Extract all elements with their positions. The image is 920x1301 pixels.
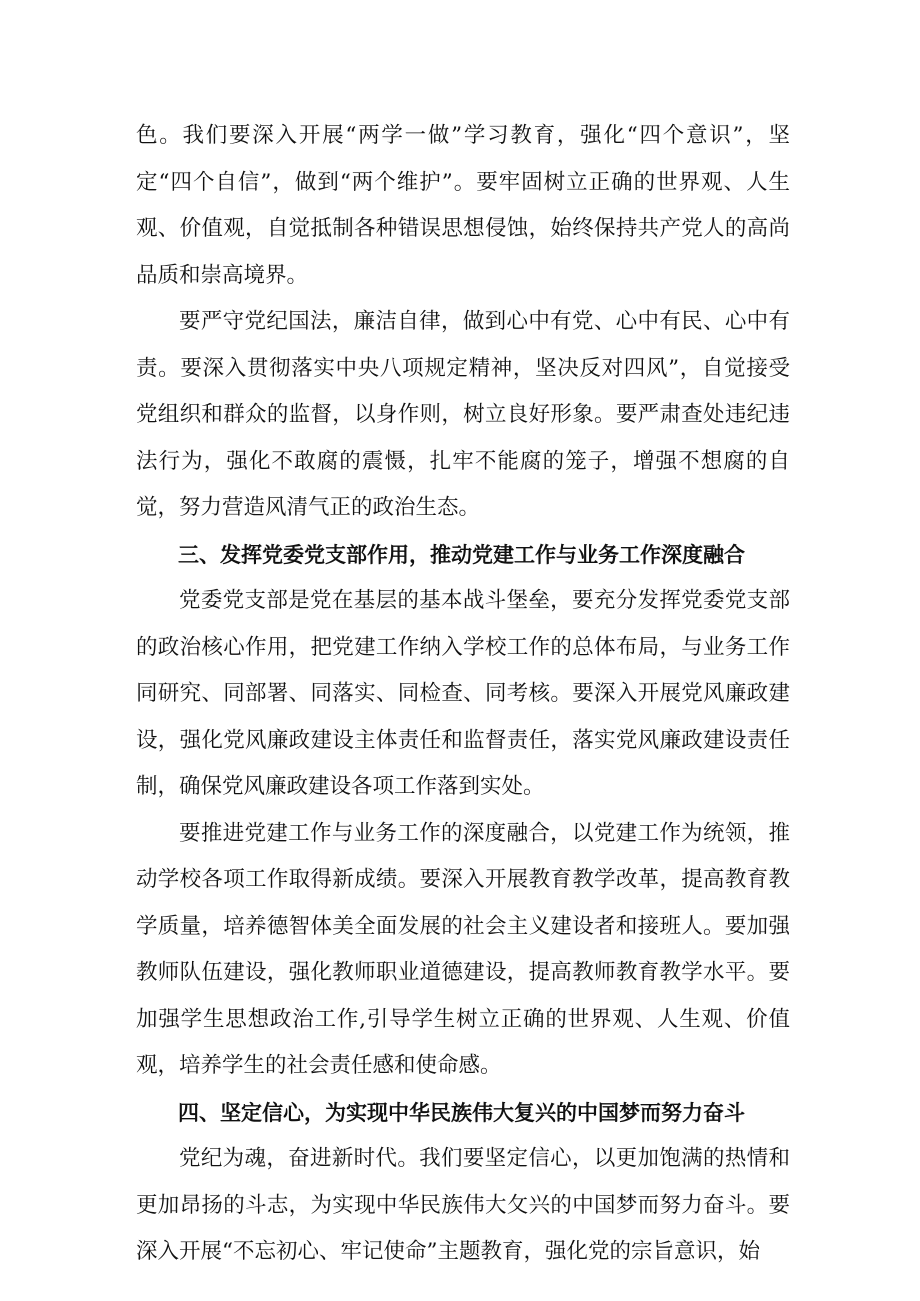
paragraph-continuation: 色。我们要深入开展“两学一做”学习教育，强化“四个意识”，坚定“四个自信”，做到“两个维护”。要牢固树立正确的世界观、人生观、价值观，自觉抵制各种错误思想侵蚀，始终保持共产党人的高尚品质和崇高境界。 [136,123,790,288]
paragraph-party-committee: 党委党支部是党在基层的基本战斗堡垒，要充分发挥党委党支部的政治核心作用，把党建工作纳入学校工作的总体布局，与业务工作同研究、同部署、同落实、同检查、同考核。要深入开展党风廉政建设，强化党风廉政建设主体责任和监督责任，落实党风廉政建设责任制，确保党风廉政建设各项工作落到实处。 [136,588,790,799]
section-heading-three: 三、发挥党委党支部作用，推动党建工作与业务工作深度融合 [178,542,745,567]
paragraph-integration: 要推进党建工作与业务工作的深度融合，以党建工作为统领，推动学校各项工作取得新成绩。要深入开展教育教学改革，提高教育教学质量，培养德智体美全面发展的社会主义建设者和接班人。要加强教师队伍建设，强化教师职业道德建设，提高教师教育教学水平。要加强学生思想政治工作,引导学生树立正确的世界观、人生观、价值观，培养学生的社会责任感和使命感。 [136,820,790,1078]
paragraph-discipline: 要严守党纪国法，廉洁自律，做到心中有党、心中有民、心中有责。要深入贯彻落实中央八项规定精神，坚决反对四风”，自觉接受党组织和群众的监督，以身作则，树立良好形象。要严肃查处违纪违法行为，强化不敢腐的震慑，扎牢不能腐的笼子，增强不想腐的自觉，努力营造风清气正的政治生态。 [136,309,790,520]
document-body [136,113,790,1276]
paragraph-confidence: 党纪为魂，奋进新时代。我们要坚定信心，以更加饱满的热情和更加昂扬的斗志，为实现中华民族伟大攵兴的中国梦而努力奋斗。要深入开展“不忘初心、牢记使命”主题教育，强化党的宗旨意识，始 [136,1146,790,1264]
section-heading-four: 四、坚定信心，为实现中华民族伟大复兴的中国梦而努力奋斗 [178,1100,745,1125]
